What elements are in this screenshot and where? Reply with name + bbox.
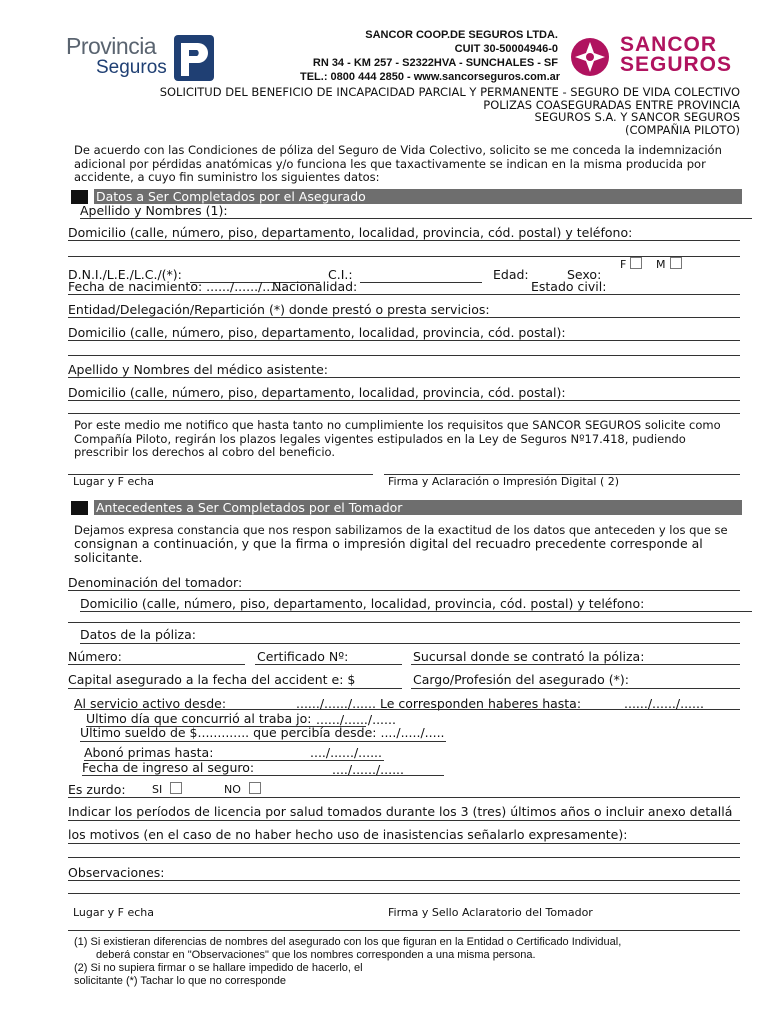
dni-label: D.N.I./L.E./L.C./(*):	[68, 267, 182, 282]
fecha-ingreso-label: Fecha de ingreso al seguro:	[82, 760, 255, 775]
domicilio-servicio-label: Domicilio (calle, número, piso, departamento, localidad, provincia, cód. postal):	[68, 325, 566, 340]
domicilio-medico-field-2[interactable]	[68, 413, 740, 414]
domicilio-servicio-field[interactable]	[68, 340, 740, 341]
seguros-logo-word: Seguros	[96, 57, 167, 78]
capital-asegurado-field[interactable]	[68, 688, 402, 689]
observaciones-label: Observaciones:	[68, 865, 165, 880]
footnotes	[74, 936, 621, 988]
notificacion-line-1: Por este medio me notifico que hasta tanto no cumplimiente los requisitos que SANCOR SEGUROS solicite como	[74, 418, 721, 432]
fecha-ingreso-value[interactable]: ..../....../......	[332, 762, 404, 777]
form-title-line-3: SEGUROS S.A. Y SANCOR SEGUROS	[534, 110, 740, 124]
sexo-f-label: F	[620, 258, 627, 271]
capital-asegurado-label: Capital asegurado a la fecha del accident e: $	[68, 672, 356, 687]
cargo-profesion-label: Cargo/Profesión del asegurado (*):	[413, 672, 629, 687]
licencia-field-1[interactable]	[68, 820, 740, 821]
apellido-label: Apellido y Nombres (1):	[80, 203, 228, 218]
entidad-label: Entidad/Delegación/Repartición (*) donde prestó o presta servicios:	[68, 302, 490, 317]
company-name: SANCOR COOP.DE SEGUROS LTDA.	[365, 29, 558, 41]
licencia-label-line-1: Indicar los períodos de licencia por salud tomados durante los 3 (tres) últimos años o incluir anexo detallá	[68, 804, 733, 819]
medico-field[interactable]	[68, 377, 740, 378]
fecha-nacimiento-label: Fecha de nacimiento: ....../....../......	[68, 279, 287, 294]
domicilio-medico-label: Domicilio (calle, número, piso, departamento, localidad, provincia, cód. postal):	[68, 385, 566, 400]
sancor-seguros-logo	[570, 34, 745, 78]
domicilio-tomador-field[interactable]	[80, 611, 752, 612]
fecha-ingreso-field[interactable]	[82, 775, 444, 776]
sexo-label: Sexo:	[567, 267, 602, 282]
sancor-star-logo-icon	[570, 37, 610, 77]
datos-poliza-label: Datos de la póliza:	[80, 627, 196, 642]
domicilio-telefono-field[interactable]	[68, 240, 740, 241]
edad-label: Edad:	[493, 267, 529, 282]
servicio-activo-value[interactable]: ....../....../......	[296, 696, 376, 711]
ultimo-sueldo-label: Ultimo sueldo de $............. que percibía desde: ..../...../.....	[80, 725, 445, 740]
servicio-activo-label: Al servicio activo desde:	[74, 696, 227, 711]
denominacion-tomador-field[interactable]	[68, 590, 740, 591]
ci-field[interactable]	[360, 282, 482, 283]
ultimo-sueldo-field[interactable]	[80, 741, 446, 742]
notificacion-paragraph	[74, 419, 721, 460]
domicilio-tomador-label: Domicilio (calle, número, piso, departamento, localidad, provincia, cód. postal) y teléfono:	[80, 596, 645, 611]
entidad-field[interactable]	[68, 317, 740, 318]
intro-line-2: adicional por pérdidas anatómicas y/o funciona les que taxactivamente se indican en la misma producida por	[74, 156, 706, 171]
certificado-field[interactable]	[255, 664, 402, 665]
sexo-m-label: M	[656, 258, 666, 271]
tomador-intro-paragraph	[74, 523, 728, 565]
sexo-f-checkbox[interactable]	[630, 257, 642, 269]
medico-label: Apellido y Nombres del médico asistente:	[68, 362, 328, 377]
form-title-line-4: (COMPAÑIA PILOTO)	[624, 122, 740, 137]
footnote-1-line-1: (1) Si existieran diferencias de nombres del asegurado con los que figuran en la Entidad o Certificado Individual,	[74, 936, 622, 948]
denominacion-tomador-label: Denominación del tomador:	[68, 575, 243, 590]
zurdo-no-option[interactable]	[224, 782, 261, 797]
provincia-seguros-logo	[66, 33, 216, 83]
sancor-seguros-word: SEGUROS	[620, 53, 733, 76]
sexo-f-option[interactable]	[620, 257, 642, 272]
footnote-2-line-2: solicitante (*) Tachar lo que no corresponde	[74, 975, 286, 987]
zurdo-si-label: SI	[152, 783, 163, 796]
intro-line-1: De acuerdo con las Condiciones de póliza del Seguro de Vida Colectivo, solicito se me conceda la indemnización	[74, 143, 722, 157]
notificacion-line-2: Compañía Piloto, regirán los plazos legales vigentes estipulados en la Ley de Seguros Nº17.418, pudiendo	[74, 431, 686, 446]
firma-tomador-label: Firma y Sello Aclaratorio del Tomador	[388, 906, 593, 919]
zurdo-no-checkbox[interactable]	[249, 782, 261, 794]
section-1-header: Datos a Ser Completados por el Asegurado	[94, 189, 742, 204]
footnote-2-line-1: (2) Si no supiera firmar o se hallare impedido de hacerlo, el	[74, 962, 363, 974]
licencia-field-2[interactable]	[68, 843, 740, 844]
provincia-logo-word: Provincia	[66, 33, 157, 59]
domicilio-medico-field[interactable]	[68, 400, 740, 401]
sexo-m-checkbox[interactable]	[670, 257, 682, 269]
numero-label: Número:	[68, 649, 122, 664]
form-title	[120, 86, 740, 136]
domicilio-telefono-label: Domicilio (calle, número, piso, departamento, localidad, provincia, cód. postal) y teléfono:	[68, 225, 633, 240]
section-2-header: Antecedentes a Ser Completados por el Tomador	[94, 500, 742, 515]
sucursal-field[interactable]	[411, 664, 740, 665]
abono-primas-value[interactable]: ..../....../......	[310, 745, 382, 760]
zurdo-si-option[interactable]	[152, 782, 182, 797]
sancor-logo-word: SANCOR	[620, 33, 718, 56]
sucursal-label: Sucursal donde se contrató la póliza:	[413, 649, 645, 664]
estado-civil-label: Estado civil:	[531, 279, 607, 294]
es-zurdo-field	[68, 797, 740, 798]
fecha-nacionalidad-estado-field[interactable]	[68, 294, 740, 295]
company-phone-web: TEL.: 0800 444 2850 - www.sancorseguros.com.ar	[300, 71, 561, 83]
tomador-intro-line-2: consignan a continuación, y que la firma o impresión digital del recuadro precedente corresponde al	[74, 536, 703, 551]
section-1-marker	[71, 190, 88, 204]
datos-poliza-field[interactable]	[80, 643, 740, 644]
form-title-line-1: SOLICITUD DEL BENEFICIO DE INCAPACIDAD PARCIAL Y PERMANENTE - SEGURO DE VIDA COLECTIVO	[159, 85, 740, 99]
intro-line-3: accidente, a cuyo fin suministro los siguientes datos:	[74, 170, 380, 184]
domicilio-tomador-field-2[interactable]	[68, 622, 740, 623]
corresponden-haberes-value[interactable]: ....../....../......	[624, 696, 704, 711]
servicio-activo-field[interactable]	[74, 709, 740, 710]
nacionalidad-label: Nacionalidad:	[272, 279, 358, 294]
zurdo-no-label: NO	[224, 783, 241, 796]
tomador-intro-line-3: solicitante.	[74, 550, 143, 565]
provincia-p-logo-icon	[174, 35, 214, 81]
licencia-label-line-2: los motivos (en el caso de no haber hecho uso de inasistencias señalarlo expresamente):	[68, 827, 628, 842]
firma-asegurado-label: Firma y Aclaración o Impresión Digital ( 2)	[388, 475, 620, 488]
firma-tomador-divider	[68, 930, 740, 931]
tomador-intro-line-1: Dejamos expresa constancia que nos respon sabilizamos de la exactitud de los datos que anteceden y los que se	[74, 523, 728, 537]
zurdo-si-checkbox[interactable]	[170, 782, 182, 794]
notificacion-line-3: prescribir los derechos al cobro del beneficio.	[74, 445, 336, 459]
ultimo-dia-label: Ultimo día que concurrió al traba jo:	[86, 711, 312, 726]
ci-label: C.I.:	[328, 267, 353, 282]
es-zurdo-label: Es zurdo:	[68, 782, 126, 797]
company-info	[300, 28, 561, 84]
lugar-fecha-tomador-label: Lugar y F echa	[73, 906, 155, 919]
observaciones-field-2[interactable]	[68, 893, 740, 894]
licencia-field-3[interactable]	[68, 857, 740, 858]
lugar-fecha-asegurado-label: Lugar y F echa	[73, 475, 155, 488]
section-2-marker	[71, 501, 88, 515]
domicilio-servicio-field-2[interactable]	[68, 355, 740, 356]
cargo-profesion-field[interactable]	[411, 688, 740, 689]
observaciones-field[interactable]	[68, 880, 740, 881]
abono-primas-label: Abonó primas hasta:	[84, 745, 214, 760]
corresponden-haberes-label: Le corresponden haberes hasta:	[380, 696, 582, 711]
certificado-label: Certificado Nº:	[257, 649, 349, 664]
numero-field[interactable]	[68, 664, 245, 665]
intro-paragraph	[74, 144, 722, 185]
ultimo-dia-value[interactable]: ....../....../......	[316, 712, 396, 727]
footnote-1-line-2: deberá constar en "Observaciones" que los nombres corresponden a una misma persona.	[96, 949, 536, 961]
sexo-m-option[interactable]	[656, 257, 682, 272]
apellido-field[interactable]	[80, 218, 752, 219]
company-cuit: CUIT 30-50004946-0	[454, 43, 558, 55]
company-address: RN 34 - KM 257 - S2322HVA - SUNCHALES - SF	[312, 57, 558, 69]
form-title-line-2: POLIZAS COASEGURADAS ENTRE PROVINCIA	[483, 97, 740, 112]
